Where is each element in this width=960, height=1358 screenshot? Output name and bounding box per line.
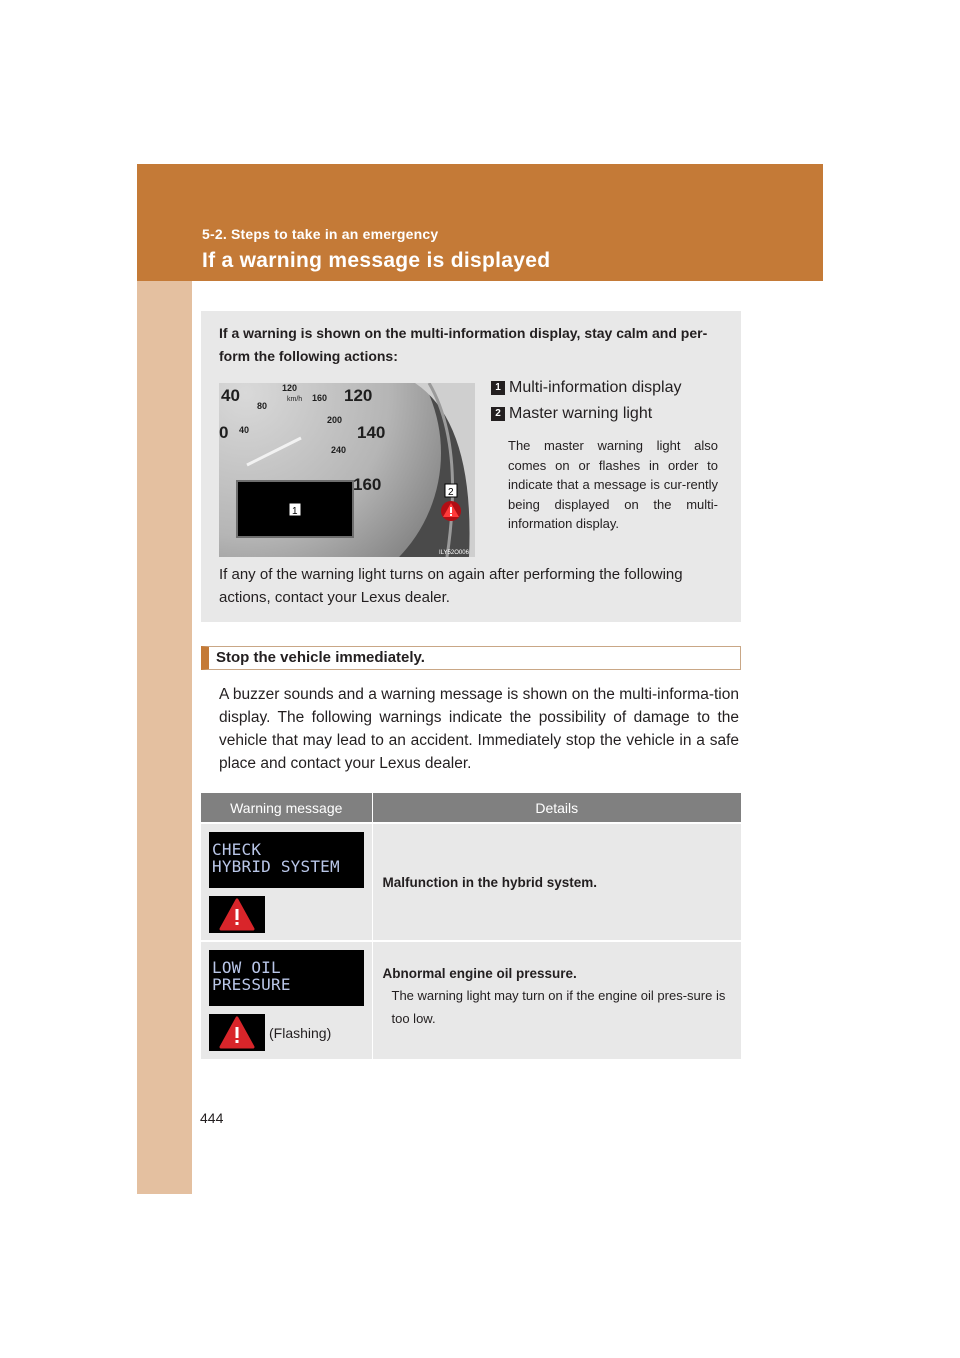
callout-master-warning-light	[491, 405, 731, 423]
details-cell	[372, 941, 741, 1059]
marker-2: 2	[448, 487, 454, 498]
detail-main: Malfunction in the hybrid system.	[382, 874, 598, 890]
speed-label: 40	[221, 386, 240, 405]
table-header-warning-message: Warning message	[201, 793, 372, 823]
callout-number: 2	[491, 407, 505, 421]
section-label: 5-2. Steps to take in an emergency	[202, 226, 439, 242]
warning-triangle-icon	[441, 501, 461, 521]
speed-label: 120	[282, 383, 298, 393]
detail-sub: The warning light may turn on if the engine oil pres-sure is too low.	[391, 988, 726, 1026]
speed-label: 240	[331, 445, 347, 455]
step-heading: Stop the vehicle immediately.	[201, 646, 741, 670]
warning-message-cell	[201, 823, 372, 941]
page-title: If a warning message is displayed	[202, 249, 551, 272]
warning-message-cell	[201, 941, 372, 1059]
table-row	[201, 823, 741, 941]
intro-text: If a warning is shown on the multi-information display, stay calm and per-form the following actions:	[219, 325, 708, 364]
callout-multi-information-display	[491, 379, 731, 397]
step-body-text: A buzzer sounds and a warning message is shown on the multi-informa-tion display. The following warnings indicate the possibility of damage to the vehicle that may lead to an accident. Immediately stop the vehicle in a safe place and contact your Lexus dealer.	[219, 686, 739, 772]
details-cell	[372, 823, 741, 941]
speed-label: 160	[312, 393, 328, 403]
table-row	[201, 941, 741, 1059]
table-header-details: Details	[372, 793, 741, 823]
warning-triangle-icon	[209, 896, 265, 933]
unit-label: km/h	[287, 396, 303, 403]
callout-label: Multi-information display	[509, 379, 682, 396]
speed-label: 160	[353, 475, 382, 494]
instrument-cluster-image	[219, 383, 475, 557]
page-number: 444	[200, 1110, 224, 1126]
callout-label: Master warning light	[509, 405, 653, 422]
lcd-message: LOW OIL PRESSURE	[209, 950, 364, 1006]
speed-label: 120	[344, 386, 373, 405]
intro-bottom-text: If any of the warning light turns on again after performing the following actions, contact your Lexus dealer.	[219, 566, 683, 606]
side-strip	[137, 164, 192, 1194]
detail-main: Abnormal engine oil pressure.	[382, 966, 577, 981]
flashing-label: (Flashing)	[269, 1024, 332, 1041]
speed-label: 0	[219, 423, 229, 442]
image-code: ILY52O006	[439, 550, 469, 556]
speed-label: 200	[327, 415, 343, 425]
speed-label: 40	[239, 425, 250, 435]
intro-box	[201, 311, 741, 622]
warning-triangle-icon	[209, 1014, 265, 1051]
speed-label: 140	[357, 423, 386, 442]
lcd-message: CHECK HYBRID SYSTEM	[209, 832, 364, 888]
marker-1: 1	[292, 506, 298, 517]
speed-label: 80	[257, 401, 268, 411]
warning-table	[201, 793, 741, 1059]
callout-description: The master warning light also comes on or flashes in order to indicate that a message is cur-rently being displayed on the multi-information display.	[508, 438, 718, 531]
callout-number: 1	[491, 381, 505, 395]
